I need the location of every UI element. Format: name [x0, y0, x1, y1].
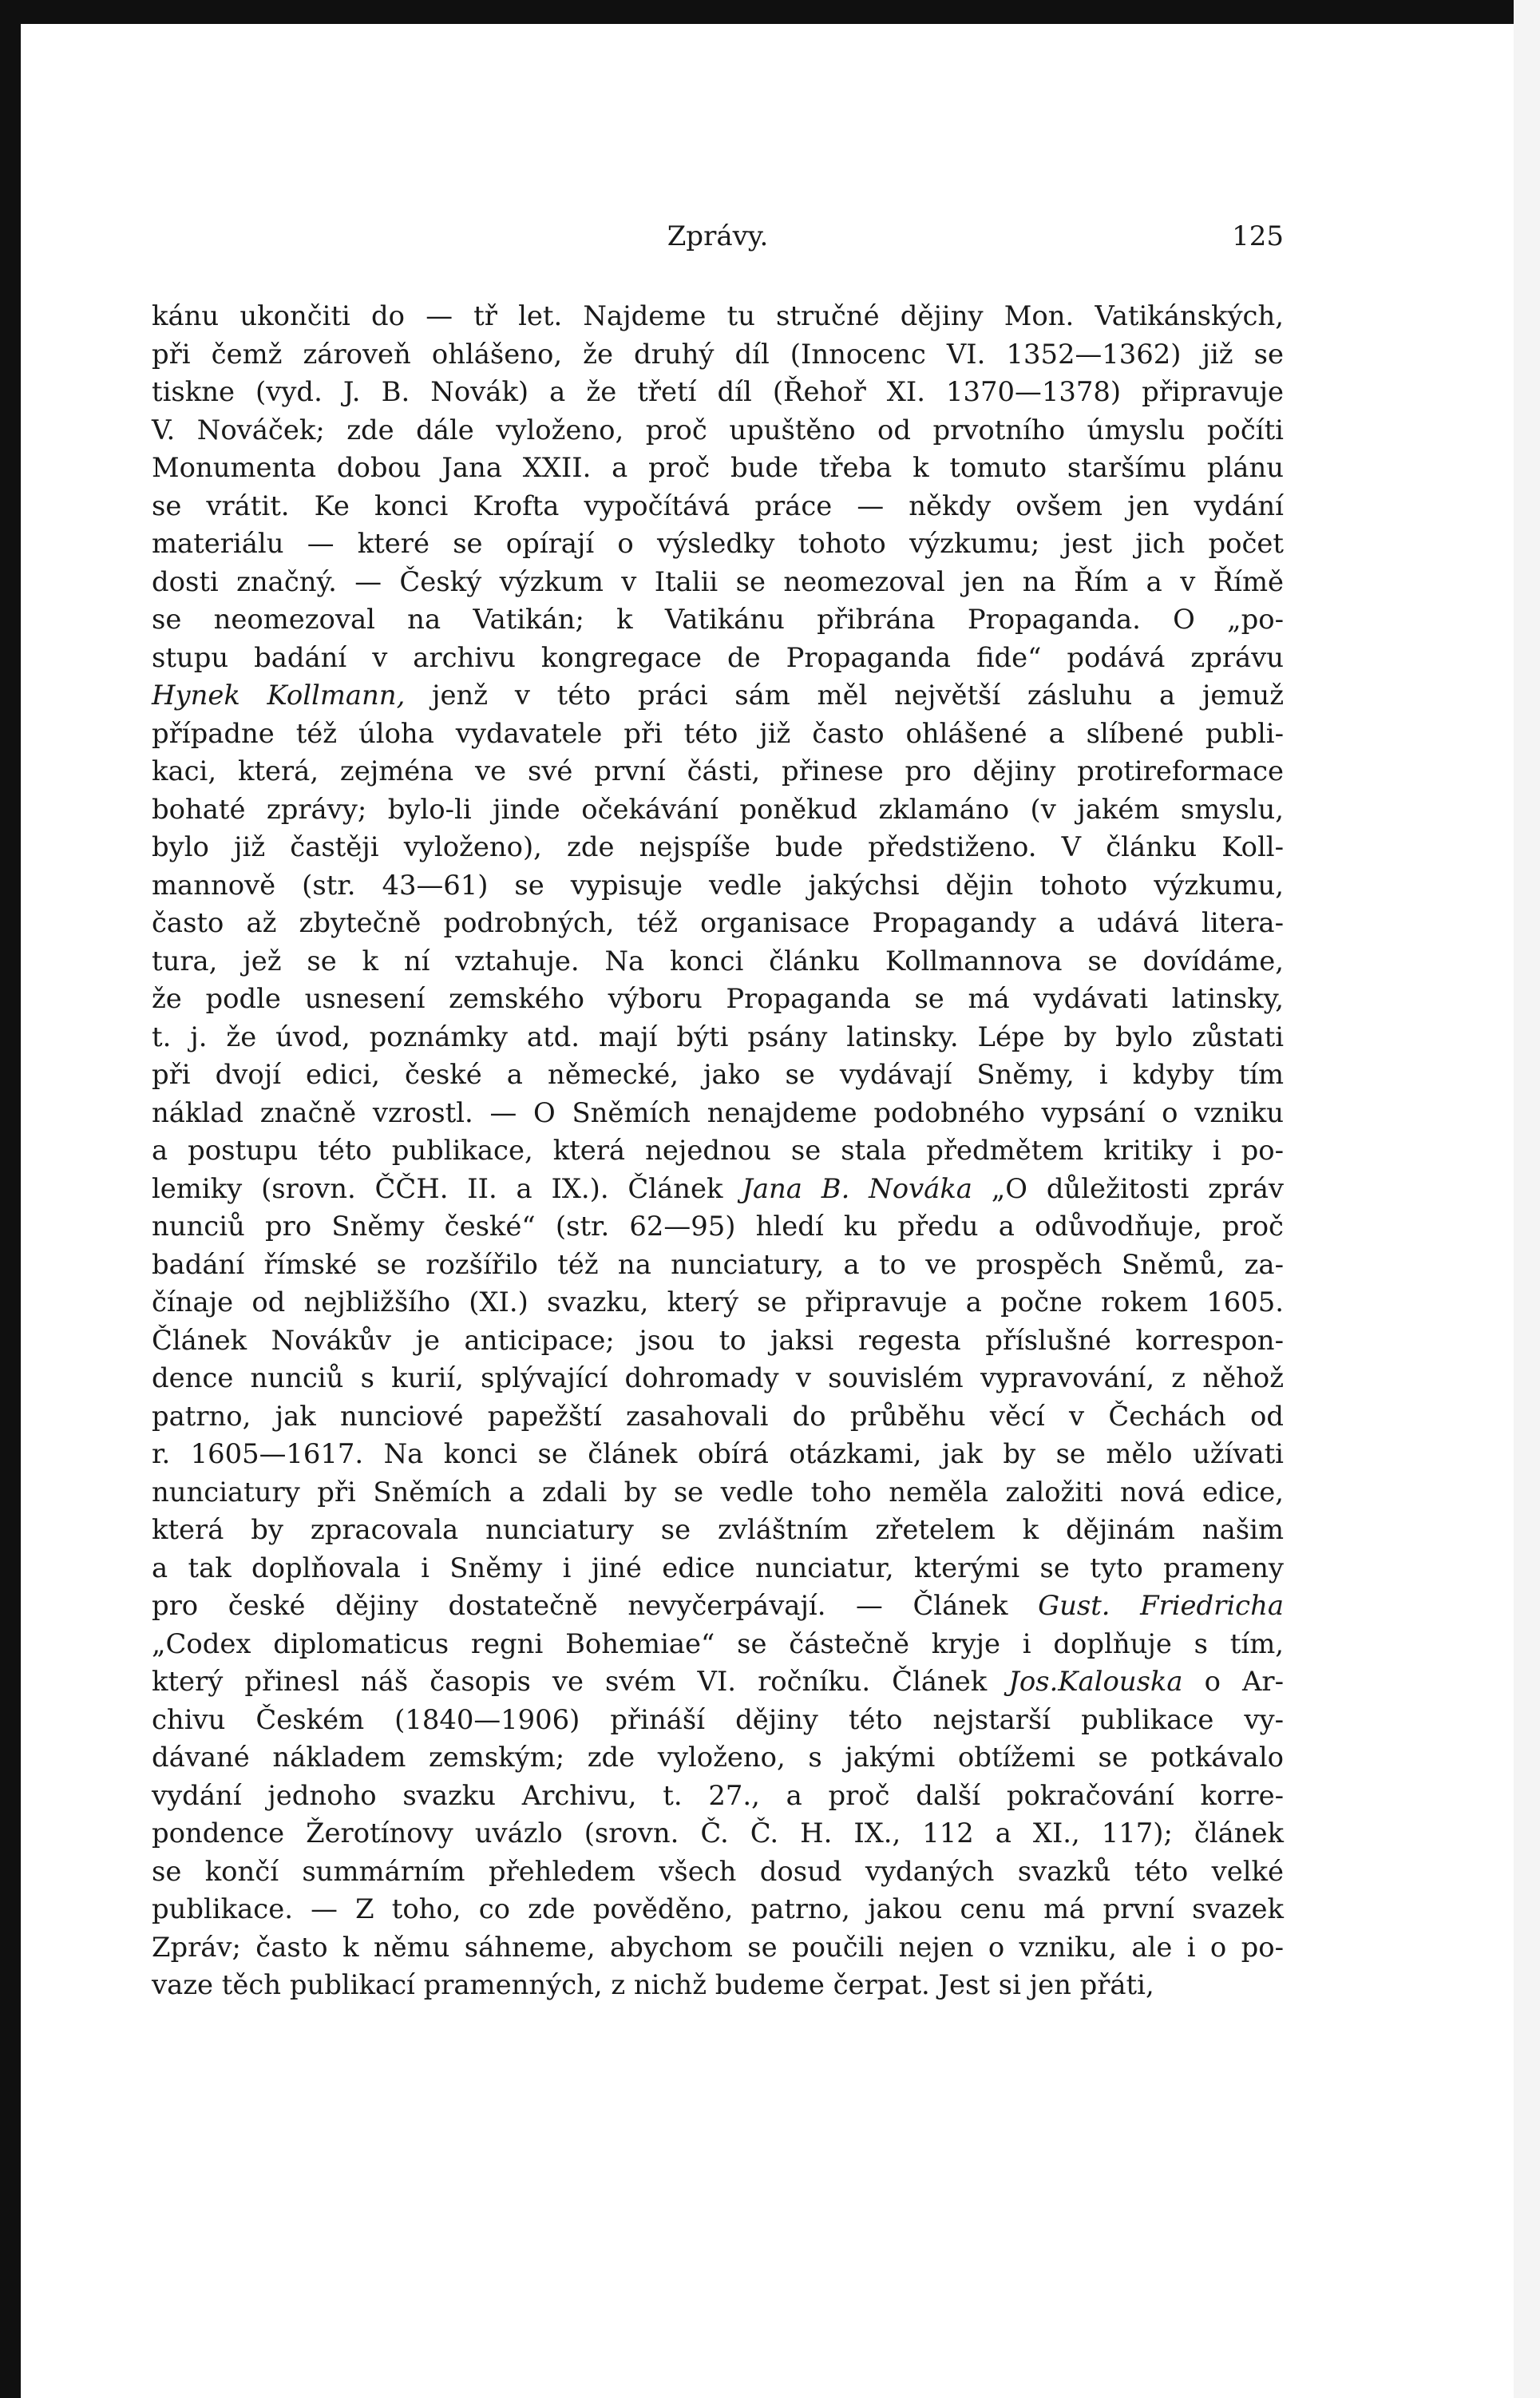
text-line: [152, 1701, 1284, 1739]
line-text: t. j. že úvod, poznámky atd. mají býti psány latinsky. Lépe by bylo zůstati: [152, 1021, 1284, 1052]
line-text: nunciatury při Sněmích a zdali by se vedle toho neměla založiti nová edice,: [152, 1476, 1284, 1508]
line-text: často až zbytečně podrobných, též organisace Propagandy a udává litera-: [152, 907, 1284, 938]
italic-name: Jos.Kalouska: [1008, 1666, 1183, 1697]
line-text: mannově (str. 43—61) se vypisuje vedle jakýchsi dějin tohoto výzkumu,: [152, 869, 1284, 901]
line-text: pro české dějiny dostatečně nevyčerpávají. — Článek: [152, 1590, 1039, 1621]
scan-edge: [1514, 0, 1540, 2398]
text-line: [152, 752, 1284, 791]
text-line: [152, 1814, 1284, 1853]
line-text: Zpráv; často k němu sáhneme, abychom se poučili nejen o vzniku, ale i o po-: [152, 1931, 1284, 1963]
line-text: „O důležitosti zpráv: [972, 1172, 1284, 1204]
text-line: [152, 676, 1284, 715]
text-line: [152, 1246, 1284, 1284]
line-text: Monumenta dobou Jana XXII. a proč bude třeba k tomuto staršímu plánu: [152, 452, 1284, 483]
page-number: 125: [1232, 220, 1284, 252]
text-line: [152, 297, 1284, 335]
text-line: [152, 1359, 1284, 1397]
text-line: [152, 525, 1284, 563]
text-line: [152, 715, 1284, 753]
text-line: [152, 1966, 1284, 2004]
text-line: [152, 1890, 1284, 1928]
text-line: [152, 1625, 1284, 1663]
line-text: „Codex diplomaticus regni Bohemiae“ se částečně kryje i doplňuje s tím,: [152, 1627, 1284, 1659]
line-text: čínaje od nejbližšího (XI.) svazku, který se připravuje a počne rokem 1605.: [152, 1286, 1284, 1318]
line-text: stupu badání v archivu kongregace de Propaganda fide“ podává zprávu: [152, 641, 1284, 673]
body-text: [152, 297, 1284, 2004]
text-line: [152, 1435, 1284, 1473]
line-text: dosti značný. — Český výzkum v Italii se neomezoval jen na Řím a v Římě: [152, 565, 1284, 597]
page-header: [152, 220, 1284, 260]
text-line: [152, 1170, 1284, 1208]
text-line: [152, 1207, 1284, 1246]
text-line: [152, 1018, 1284, 1056]
text-line: [152, 1283, 1284, 1322]
line-text: r. 1605—1617. Na konci se článek obírá otázkami, jak by se mělo užívati: [152, 1438, 1284, 1469]
text-line: [152, 791, 1284, 829]
line-text: náklad značně vzrostl. — O Sněmích nenajdeme podobného vypsání o vzniku: [152, 1096, 1284, 1128]
line-text: lemiky (srovn. ČČH. II. a IX.). Článek: [152, 1172, 742, 1204]
italic-name: Jana B. Nováka: [742, 1172, 972, 1204]
line-text: kaci, která, zejména ve své první části, přinese pro dějiny protireformace: [152, 755, 1284, 787]
line-text: tura, jež se k ní vztahuje. Na konci článku Kollmannova se dovídáme,: [152, 945, 1284, 977]
text-line: [152, 1663, 1284, 1701]
line-text: bylo již častěji vyloženo), zde nejspíše bude předstiženo. V článku Koll-: [152, 831, 1284, 862]
line-text: patrno, jak nunciové papežští zasahovali do průběhu věcí v Čechách od: [152, 1400, 1284, 1432]
line-text: bohaté zprávy; bylo-li jinde očekávání poněkud zklamáno (v jakém smyslu,: [152, 793, 1284, 825]
text-line: [152, 563, 1284, 601]
line-text: vaze těch publikací pramenných, z nichž budeme čerpat. Jest si jen přáti,: [152, 1969, 1154, 2000]
line-text: vydání jednoho svazku Archivu, t. 27., a proč další pokračování korre-: [152, 1779, 1284, 1811]
text-line: [152, 904, 1284, 942]
line-text: že podle usnesení zemského výboru Propaganda se má vydávati latinsky,: [152, 983, 1284, 1014]
line-text: se neomezoval na Vatikán; k Vatikánu přibrána Propaganda. O „po-: [152, 604, 1284, 635]
text-line: [152, 411, 1284, 450]
text-line: [152, 828, 1284, 866]
line-text: nunciů pro Sněmy české“ (str. 62—95) hledí ku předu a odůvodňuje, proč: [152, 1211, 1284, 1242]
line-text: tiskne (vyd. J. B. Novák) a že třetí díl (Řehoř XI. 1370—1378) připravuje: [152, 376, 1284, 407]
line-text: Článek Novákův je anticipace; jsou to jaksi regesta příslušné korrespon-: [152, 1324, 1284, 1356]
line-text: který přinesl náš časopis ve svém VI. ročníku. Článek: [152, 1666, 1009, 1697]
line-text: dence nunciů s kurií, splývající dohromady v souvislém vypravování, z něhož: [152, 1362, 1284, 1393]
line-text: se vrátit. Ke konci Krofta vypočítává práce — někdy ovšem jen vydání: [152, 490, 1284, 521]
text-line: [152, 980, 1284, 1018]
text-line: [152, 1397, 1284, 1436]
text-line: [152, 373, 1284, 411]
text-line: [152, 335, 1284, 374]
text-line: [152, 1777, 1284, 1815]
text-line: [152, 600, 1284, 639]
line-text: jenž v této práci sám měl největší zásluhu a jemuž: [405, 680, 1284, 711]
text-line: [152, 1322, 1284, 1360]
running-head: Zprávy.: [667, 220, 769, 252]
line-text: se končí summárním přehledem všech dosud vydaných svazků této velké: [152, 1855, 1284, 1887]
text-line: [152, 1587, 1284, 1625]
text-line: [152, 1094, 1284, 1132]
line-text: materiálu — které se opírají o výsledky tohoto výzkumu; jest jich počet: [152, 528, 1284, 559]
text-line: [152, 487, 1284, 525]
text-line: [152, 449, 1284, 487]
text-line: [152, 866, 1284, 905]
line-text: pondence Žerotínovy uvázlo (srovn. Č. Č. H. IX., 112 a XI., 117); článek: [152, 1817, 1284, 1849]
line-text: která by zpracovala nunciatury se zvláštním zřetelem k dějinám našim: [152, 1514, 1284, 1545]
text-line: [152, 1738, 1284, 1777]
line-text: dávané nákladem zemským; zde vyloženo, s jakými obtížemi se potkávalo: [152, 1742, 1284, 1773]
text-line: [152, 1132, 1284, 1170]
line-text: kánu ukončiti do — tř let. Najdeme tu stručné dějiny Mon. Vatikánských,: [152, 300, 1284, 331]
line-text: chivu Českém (1840—1906) přináší dějiny této nejstarší publikace vy-: [152, 1703, 1284, 1735]
text-line: [152, 1928, 1284, 1967]
text-line: [152, 1853, 1284, 1891]
text-line: [152, 639, 1284, 677]
line-text: při čemž zároveň ohlášeno, že druhý díl (Innocenc VI. 1352—1362) již se: [152, 338, 1284, 370]
text-line: [152, 1056, 1284, 1094]
line-text: V. Nováček; zde dále vyloženo, proč upuštěno od prvotního úmyslu počíti: [152, 414, 1284, 446]
line-text: při dvojí edici, české a německé, jako se vydávají Sněmy, i kdyby tím: [152, 1059, 1284, 1090]
text-line: [152, 942, 1284, 981]
italic-name: Hynek Kollmann,: [152, 680, 406, 711]
line-text: badání římské se rozšířilo též na nunciatury, a to ve prospěch Sněmů, za-: [152, 1248, 1284, 1280]
line-text: o Ar-: [1182, 1666, 1284, 1697]
text-line: [152, 1473, 1284, 1512]
text-line: [152, 1549, 1284, 1587]
text-line: [152, 1511, 1284, 1549]
italic-name: Gust. Friedricha: [1038, 1590, 1284, 1621]
line-text: a tak doplňovala i Sněmy i jiné edice nunciatur, kterými se tyto prameny: [152, 1552, 1284, 1583]
line-text: publikace. — Z toho, co zde pověděno, patrno, jakou cenu má první svazek: [152, 1893, 1284, 1924]
line-text: a postupu této publikace, která nejednou se stala předmětem kritiky i po-: [152, 1135, 1284, 1166]
line-text: případne též úloha vydavatele při této již často ohlášené a slíbené publi-: [152, 717, 1284, 749]
